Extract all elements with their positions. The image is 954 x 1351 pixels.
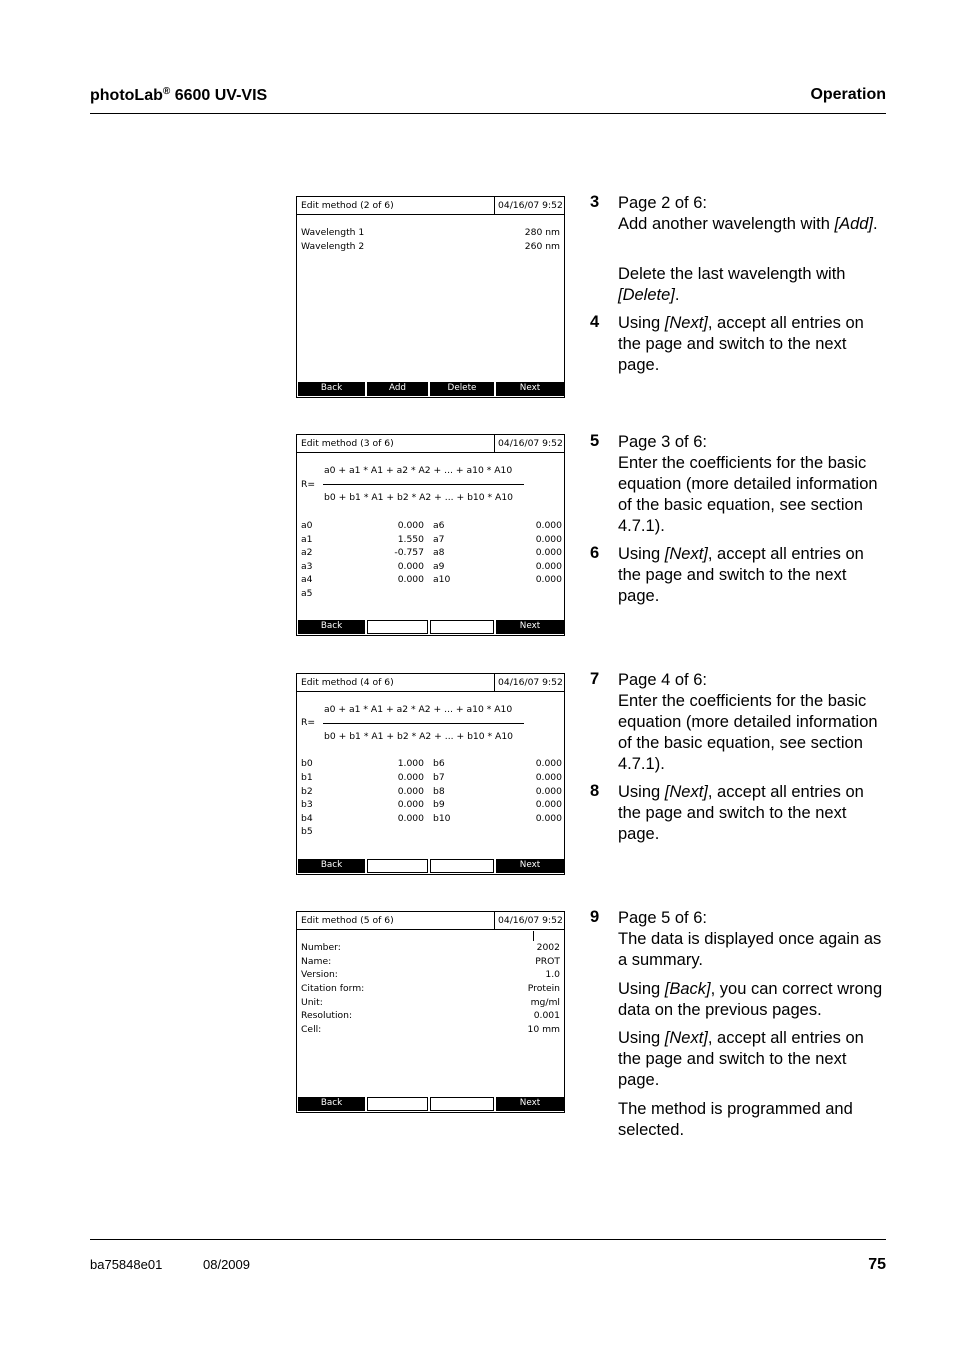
row-value: 10 mm xyxy=(527,1024,560,1035)
row-label: Wavelength 1 xyxy=(301,227,365,238)
step-text: , accept all entries on the page and switch to the next page. xyxy=(618,314,864,374)
step-7-text xyxy=(618,670,890,775)
row-label: Cell: xyxy=(301,1024,322,1035)
screen-divider xyxy=(297,214,564,215)
softkey-ref-next: [Next] xyxy=(664,545,708,563)
coef-name: b7 xyxy=(433,772,445,783)
screen-title: Edit method (5 of 6) xyxy=(301,915,394,926)
coef-value: 0.000 xyxy=(535,813,562,824)
screen-datetime: 04/16/07 9:52 xyxy=(494,435,564,452)
coef-value: 0.000 xyxy=(535,799,562,810)
coefficient-b4[interactable] xyxy=(301,814,424,825)
coefficient-a3[interactable] xyxy=(301,562,424,573)
coef-value: 0.000 xyxy=(397,574,424,585)
fraction-line xyxy=(323,484,524,485)
step-text: . xyxy=(873,215,878,233)
coef-value: 0.000 xyxy=(535,786,562,797)
screen-datetime: 04/16/07 9:52 xyxy=(494,912,564,929)
wavelength-row[interactable] xyxy=(301,242,560,253)
row-value: 260 nm xyxy=(524,241,560,252)
coefficient-b5[interactable] xyxy=(301,827,424,838)
coefficient-a0[interactable] xyxy=(301,521,424,532)
softkey-bar xyxy=(297,619,564,635)
coef-value: 0.000 xyxy=(535,520,562,531)
coef-value: 0.000 xyxy=(535,574,562,585)
row-value: Protein xyxy=(527,983,560,994)
coef-name: a5 xyxy=(301,588,313,599)
coefficient-a6[interactable] xyxy=(433,521,562,532)
softkey-ref-next: [Next] xyxy=(664,314,708,332)
coefficient-b3[interactable] xyxy=(301,800,424,811)
softkey-ref-add: [Add] xyxy=(834,215,874,233)
step-number-7: 7 xyxy=(590,670,600,688)
coef-name: a4 xyxy=(301,574,313,585)
step-3-text xyxy=(618,193,890,235)
summary-row xyxy=(301,984,560,995)
softkey-empty[interactable] xyxy=(430,620,494,634)
delete-button[interactable]: Delete xyxy=(430,382,494,396)
step-3-note xyxy=(618,264,890,306)
row-label: Version: xyxy=(301,969,338,980)
product-model: 6600 UV-VIS xyxy=(174,87,268,104)
softkey-empty[interactable] xyxy=(430,859,494,873)
softkey-ref-back: [Back] xyxy=(664,980,711,998)
equation-r-label: R= xyxy=(301,479,316,490)
row-label: Resolution: xyxy=(301,1010,353,1021)
footer-doc-id: ba75848e01 xyxy=(90,1257,163,1272)
softkey-bar xyxy=(297,381,564,397)
next-button[interactable]: Next xyxy=(496,620,564,634)
step-text: Using xyxy=(618,783,665,801)
step-text: , accept all entries on the page and switch to the next page. xyxy=(618,545,864,605)
wavelength-row[interactable] xyxy=(301,228,560,239)
coefficient-a4[interactable] xyxy=(301,575,424,586)
row-label: Number: xyxy=(301,942,341,953)
step-9-result: The method is programmed and selected. xyxy=(618,1100,853,1139)
screen-edit-method-3 xyxy=(296,434,565,636)
step-heading: Page 2 of 6: xyxy=(618,194,707,212)
step-text: . xyxy=(674,286,680,304)
coefficient-a10[interactable] xyxy=(433,575,562,586)
coef-name: b10 xyxy=(433,813,451,824)
screen-edit-method-4 xyxy=(296,673,565,875)
back-button[interactable]: Back xyxy=(298,1097,365,1111)
screen-title: Edit method (4 of 6) xyxy=(301,677,394,688)
screen-divider xyxy=(297,452,564,453)
coef-name: b6 xyxy=(433,758,445,769)
coefficient-b2[interactable] xyxy=(301,787,424,798)
coefficient-a2[interactable] xyxy=(301,548,424,559)
summary-row xyxy=(301,943,560,954)
equation-r-label: R= xyxy=(301,717,316,728)
coefficient-b1[interactable] xyxy=(301,773,424,784)
row-label: Name: xyxy=(301,956,332,967)
back-button[interactable]: Back xyxy=(298,382,365,396)
coef-value: 0.000 xyxy=(397,799,424,810)
step-number-9: 9 xyxy=(590,908,600,926)
screen-edit-method-2 xyxy=(296,196,565,398)
step-text: Using xyxy=(618,545,665,563)
step-text: The data is displayed once again as a summary. xyxy=(618,930,882,969)
softkey-empty[interactable] xyxy=(367,1097,428,1111)
coef-value: 0.000 xyxy=(535,758,562,769)
page-number: 75 xyxy=(868,1256,886,1273)
coef-value: 0.000 xyxy=(535,547,562,558)
equation-numerator: a0 + a1 * A1 + a2 * A2 + ... + a10 * A10 xyxy=(324,465,513,476)
product-name: photoLab xyxy=(90,87,163,104)
coef-value: 0.000 xyxy=(535,772,562,783)
text-cursor xyxy=(533,931,534,941)
step-number-5: 5 xyxy=(590,432,600,450)
step-heading: Page 3 of 6: xyxy=(618,433,707,451)
coef-value: 0.000 xyxy=(535,561,562,572)
coef-value: 0.000 xyxy=(397,786,424,797)
row-value: 0.001 xyxy=(533,1010,560,1021)
coefficient-b6[interactable] xyxy=(433,759,562,770)
step-5-text xyxy=(618,432,890,537)
coef-value: -0.757 xyxy=(394,547,424,558)
softkey-empty[interactable] xyxy=(367,620,428,634)
screen-datetime: 04/16/07 9:52 xyxy=(494,674,564,691)
coef-name: a1 xyxy=(301,534,313,545)
footer-rule xyxy=(90,1239,886,1240)
summary-row xyxy=(301,957,560,968)
screen-divider xyxy=(297,929,564,930)
softkey-ref-next: [Next] xyxy=(664,783,708,801)
step-9-back-note xyxy=(618,979,890,1021)
softkey-ref-next: [Next] xyxy=(664,1029,708,1047)
step-9-next-note xyxy=(618,1028,890,1091)
coef-value: 0.000 xyxy=(397,772,424,783)
coefficient-a7[interactable] xyxy=(433,535,562,546)
coef-value: 0.000 xyxy=(397,520,424,531)
step-text: Using xyxy=(618,314,665,332)
summary-row xyxy=(301,1025,560,1036)
summary-row xyxy=(301,998,560,1009)
coef-name: a10 xyxy=(433,574,451,585)
screen-title: Edit method (2 of 6) xyxy=(301,200,394,211)
coef-name: b1 xyxy=(301,772,313,783)
screen-datetime: 04/16/07 9:52 xyxy=(494,197,564,214)
next-button[interactable]: Next xyxy=(496,1097,564,1111)
coefficient-b9[interactable] xyxy=(433,800,562,811)
coefficient-a8[interactable] xyxy=(433,548,562,559)
header-section: Operation xyxy=(810,86,886,103)
coef-name: b5 xyxy=(301,826,313,837)
equation-numerator: a0 + a1 * A1 + a2 * A2 + ... + a10 * A10 xyxy=(324,704,513,715)
footer-date: 08/2009 xyxy=(203,1257,250,1272)
header-rule xyxy=(90,113,886,114)
coef-name: b8 xyxy=(433,786,445,797)
coef-value: 1.550 xyxy=(397,534,424,545)
step-text: Enter the coefficients for the basic equation (more detailed information of the basic equation, see section 4.7.1). xyxy=(618,454,878,535)
coef-name: b9 xyxy=(433,799,445,810)
row-label: Unit: xyxy=(301,997,323,1008)
coef-name: a0 xyxy=(301,520,313,531)
step-8-text xyxy=(618,782,890,845)
coef-value: 0.000 xyxy=(397,561,424,572)
header-product xyxy=(90,86,267,105)
coef-value: 1.000 xyxy=(397,758,424,769)
step-text: , accept all entries on the page and switch to the next page. xyxy=(618,783,864,843)
summary-row xyxy=(301,1011,560,1022)
softkey-bar xyxy=(297,858,564,874)
step-text: Enter the coefficients for the basic equation (more detailed information of the basic equation, see section 4.7.1). xyxy=(618,692,878,773)
step-text: , you can correct wrong data on the previous pages. xyxy=(618,980,883,1019)
step-number-6: 6 xyxy=(590,544,600,562)
coef-name: a9 xyxy=(433,561,445,572)
screen-edit-method-5 xyxy=(296,911,565,1113)
screen-title: Edit method (3 of 6) xyxy=(301,438,394,449)
registered-mark: ® xyxy=(162,86,171,97)
add-button[interactable]: Add xyxy=(367,382,428,396)
equation-denominator: b0 + b1 * A1 + b2 * A2 + ... + b10 * A10 xyxy=(324,731,514,742)
softkey-bar xyxy=(297,1096,564,1112)
step-number-3: 3 xyxy=(590,193,600,211)
row-value: 1.0 xyxy=(545,969,560,980)
row-label: Citation form: xyxy=(301,983,365,994)
step-text: Add another wavelength with xyxy=(618,215,835,233)
softkey-empty[interactable] xyxy=(367,859,428,873)
coef-name: b0 xyxy=(301,758,313,769)
step-heading: Page 5 of 6: xyxy=(618,909,707,927)
step-text: Using xyxy=(618,1029,665,1047)
equation-denominator: b0 + b1 * A1 + b2 * A2 + ... + b10 * A10 xyxy=(324,492,514,503)
row-value: 2002 xyxy=(536,942,560,953)
coefficient-a9[interactable] xyxy=(433,562,562,573)
row-value: 280 nm xyxy=(524,227,560,238)
softkey-empty[interactable] xyxy=(430,1097,494,1111)
coefficient-a5[interactable] xyxy=(301,589,424,600)
next-button[interactable]: Next xyxy=(496,382,564,396)
coef-name: b4 xyxy=(301,813,313,824)
coef-value: 0.000 xyxy=(397,813,424,824)
row-label: Wavelength 2 xyxy=(301,241,365,252)
row-value: mg/ml xyxy=(530,997,560,1008)
softkey-ref-delete: [Delete] xyxy=(618,286,675,304)
step-text: Delete the last wavelength with xyxy=(618,265,846,283)
next-button[interactable]: Next xyxy=(496,859,564,873)
step-9-text xyxy=(618,908,890,971)
coefficient-b0[interactable] xyxy=(301,759,424,770)
coef-name: a6 xyxy=(433,520,445,531)
step-number-8: 8 xyxy=(590,782,600,800)
step-4-text xyxy=(618,313,890,376)
coef-name: b3 xyxy=(301,799,313,810)
back-button[interactable]: Back xyxy=(298,859,365,873)
coef-name: a7 xyxy=(433,534,445,545)
step-number-4: 4 xyxy=(590,313,600,331)
step-6-text xyxy=(618,544,890,607)
coef-value: 0.000 xyxy=(535,534,562,545)
step-text: , accept all entries on the page and switch to the next page. xyxy=(618,1029,864,1089)
coef-name: a2 xyxy=(301,547,313,558)
screen-divider xyxy=(297,691,564,692)
coefficient-b8[interactable] xyxy=(433,787,562,798)
back-button[interactable]: Back xyxy=(298,620,365,634)
coef-name: a8 xyxy=(433,547,445,558)
coefficient-a1[interactable] xyxy=(301,535,424,546)
coef-name: a3 xyxy=(301,561,313,572)
coef-name: b2 xyxy=(301,786,313,797)
step-text: Using xyxy=(618,980,665,998)
fraction-line xyxy=(323,723,524,724)
summary-row xyxy=(301,970,560,981)
row-value: PROT xyxy=(535,956,560,967)
coefficient-b10[interactable] xyxy=(433,814,562,825)
coefficient-b7[interactable] xyxy=(433,773,562,784)
step-heading: Page 4 of 6: xyxy=(618,671,707,689)
